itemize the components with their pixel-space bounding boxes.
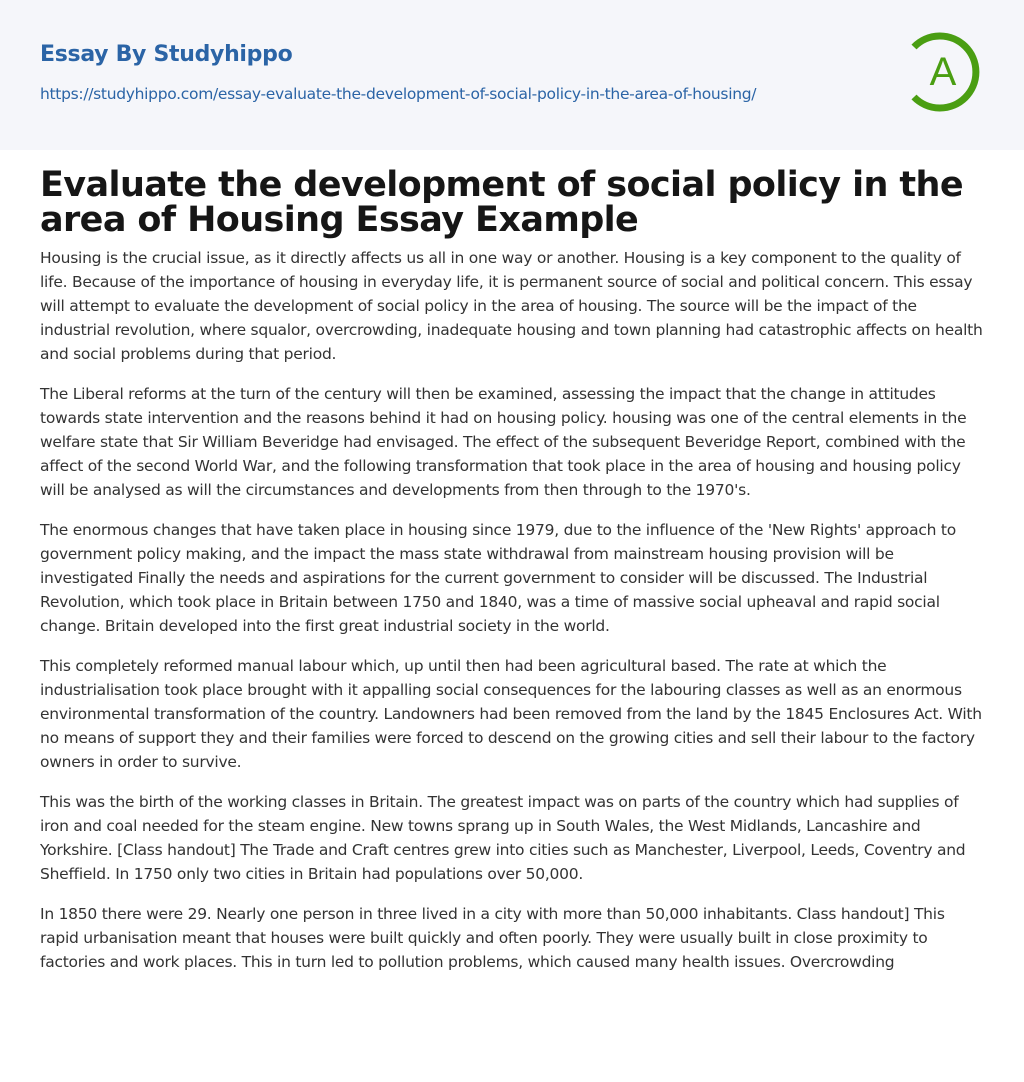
- essay-content: [0, 150, 1024, 1020]
- page-header: [0, 0, 1024, 150]
- essay-paragraph: This was the birth of the working classes in Britain. The greatest impact was on parts of the country which had supplies of iron and coal needed for the steam engine. New towns sprang up in South Wales, the West Midlands, Lancashire and Yorkshire. [Class handout] The Trade and Craft centres grew into cities such as Manchester, Liverpool, Leeds, Coventry and Sheffield. In 1750 only two cities in Britain had populations over 50,000.: [40, 793, 966, 883]
- svg-text:A: A: [929, 50, 957, 94]
- essay-paragraph: Housing is the crucial issue, as it directly affects us all in one way or another. Housing is a key component to the quality of life. Because of the importance of housing in everyday life, it is permanent source of social and political concern. This essay will attempt to evaluate the development of social policy in the area of housing. The source will be the impact of the industrial revolution, where squalor, overcrowding, inadequate housing and town planning had catastrophic affects on health and social problems during that period.: [40, 249, 983, 363]
- logo[interactable]: [900, 29, 986, 115]
- essay-paragraph: This completely reformed manual labour which, up until then had been agricultural based. The rate at which the industrialisation took place brought with it appalling social consequences for the labouring classes as well as an enormous environmental transformation of the country. Landowners had been removed from the land by the 1845 Enclosures Act. With no means of support they and their families were forced to descend on the growing cities and sell their labour to the factory owners in order to survive.: [40, 657, 982, 771]
- essay-paragraph: The enormous changes that have taken place in housing since 1979, due to the influence of the 'New Rights' approach to government policy making, and the impact the mass state withdrawal from mainstream housing provision will be investigated Finally the needs and aspirations for the current government to consider will be discussed. The Industrial Revolution, which took place in Britain between 1750 and 1840, was a time of massive social upheaval and rapid social change. Britain developed into the first great industrial society in the world.: [40, 521, 956, 635]
- essay-paragraph: The Liberal reforms at the turn of the century will then be examined, assessing the impact that the change in attitudes towards state intervention and the reasons behind it had on housing policy. housing was one of the central elements in the welfare state that Sir William Beveridge had envisaged. The effect of the subsequent Beveridge Report, combined with the affect of the second World War, and the following transformation that took place in the area of housing and housing policy will be analysed as will the circumstances and developments from then through to the 1970's.: [40, 385, 967, 499]
- logo-a-icon: [900, 29, 986, 115]
- essay-paragraph: In 1850 there were 29. Nearly one person in three lived in a city with more than 50,000 inhabitants. Class handout] This rapid urbanisation meant that houses were built quickly and often poorly. They were usually built in close proximity to factories and work places. This in turn led to pollution problems, which caused many health issues. Overcrowding: [40, 905, 945, 971]
- site-title: Essay By Studyhippo: [40, 42, 293, 67]
- essay-title: Evaluate the development of social policy in the area of Housing Essay Example: [40, 165, 963, 240]
- source-url-link[interactable]: https://studyhippo.com/essay-evaluate-the-development-of-social-policy-in-the-area-of-housing/: [40, 85, 757, 103]
